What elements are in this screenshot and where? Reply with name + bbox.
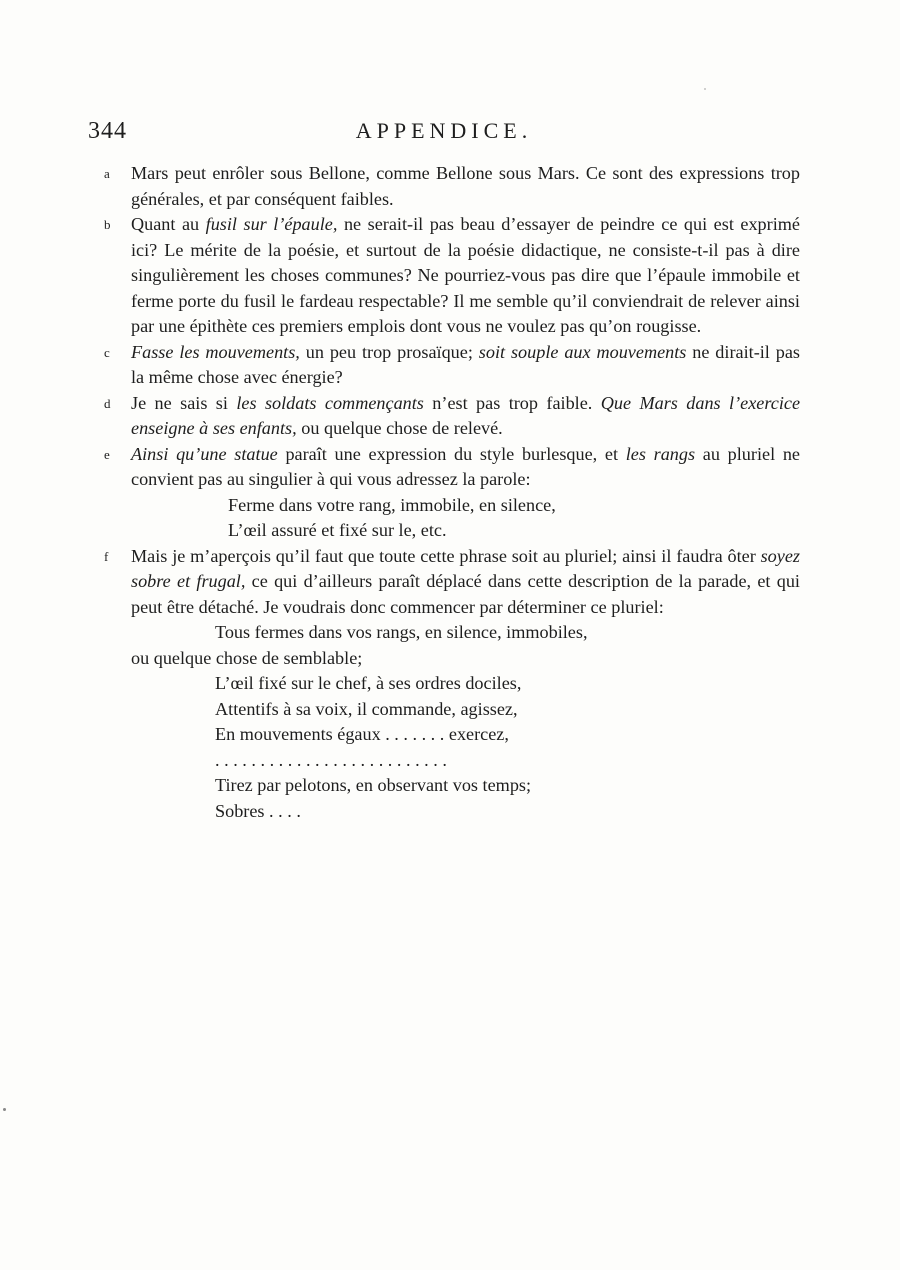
note-text: Mars peut enrôler sous Bellone, comme Bellone sous Mars. Ce sont des expressions trop générales, et par conséquent faibles.: [131, 163, 800, 209]
quoted-phrase: les soldats commençants: [236, 392, 424, 413]
note-d: [104, 391, 800, 442]
quoted-phrase: Que Mars dans l’exercice enseigne à ses enfants,: [131, 392, 801, 438]
note-text: ne serait-il pas beau d’essayer de peindre ce qui est exprimé ici? Le mérite de la poésie, et surtout de la poésie didactique, ne consiste-t-il pas à dire singulièrement les choses communes? Ne pourriez-vous pas dire que l’épaule immobile et ferme porte du fusil le fardeau respectable? Il me semble qu’il conviendrait de relever ainsi par une épithète ces premiers emplois dont vous ne voulez pas qu’on rougisse.: [131, 214, 800, 336]
verse-line: Sobres . . . .: [215, 800, 301, 821]
paper-speck: [3, 1108, 6, 1111]
note-c: [104, 340, 800, 391]
note-e: [104, 442, 800, 544]
note-letter: d: [104, 395, 111, 411]
note-text: ce qui d’ailleurs paraît déplacé dans cette description de la parade, et qui peut être détaché. Je voudrais donc commencer par déterminer ce pluriel:: [131, 571, 800, 617]
verse-line: Attentifs à sa voix, il commande, agissez,: [215, 698, 518, 719]
note-text: Je ne sais si: [131, 392, 237, 413]
note-text: au pluriel ne convient pas au singulier à qui vous adressez la parole:: [131, 443, 800, 489]
verse-line: Ferme dans votre rang, immobile, en silence,: [228, 494, 556, 515]
quoted-phrase: fusil sur l’épaule,: [205, 214, 338, 234]
note-letter: e: [104, 446, 110, 462]
note-text: ou quelque chose de relevé.: [296, 418, 503, 438]
notes-list: [104, 161, 800, 824]
note-a: [104, 161, 800, 212]
quoted-phrase: soit souple aux mouvements: [478, 341, 687, 362]
paper-speck: [704, 88, 706, 90]
text-line: ou quelque chose de semblable;: [131, 647, 363, 668]
note-text: ne dirait-il pas la même chose avec énergie?: [131, 341, 800, 387]
note-text: Mais je m’aperçois qu’il faut que toute cette phrase soit au pluriel; ainsi il faudra ôter: [131, 545, 761, 566]
page-header: [88, 118, 800, 148]
page-number: 344: [88, 118, 127, 144]
note-letter: a: [104, 166, 110, 181]
quoted-phrase: soyez sobre et frugal,: [131, 545, 800, 591]
verse-line: L’œil fixé sur le chef, à ses ordres dociles,: [215, 673, 522, 693]
verse-line: Tirez par pelotons, en observant vos temps;: [215, 775, 532, 795]
verse-line: Tous fermes dans vos rangs, en silence, immobiles,: [215, 622, 588, 642]
quoted-phrase: Ainsi qu’une statue: [131, 443, 278, 464]
verse-line: . . . . . . . . . . . . . . . . . . . . . . . . . .: [215, 749, 447, 770]
running-title: APPENDICE.: [355, 118, 533, 143]
note-text: paraît une expression du style burlesque, et: [277, 443, 626, 464]
quoted-phrase: Fasse les mouvements,: [131, 341, 300, 362]
note-f: [104, 544, 800, 825]
note-letter: f: [104, 548, 109, 564]
note-b: [104, 212, 800, 340]
note-letter: b: [104, 217, 111, 232]
note-text: un peu trop prosaïque;: [299, 341, 479, 362]
note-text: Quant au: [131, 214, 206, 234]
verse-line: En mouvements égaux . . . . . . . exercez,: [215, 724, 509, 744]
verse-line: L’œil assuré et fixé sur le, etc.: [228, 520, 447, 540]
note-letter: c: [104, 344, 110, 360]
quoted-phrase: les rangs: [625, 443, 696, 464]
note-text: n’est pas trop faible.: [423, 392, 601, 413]
